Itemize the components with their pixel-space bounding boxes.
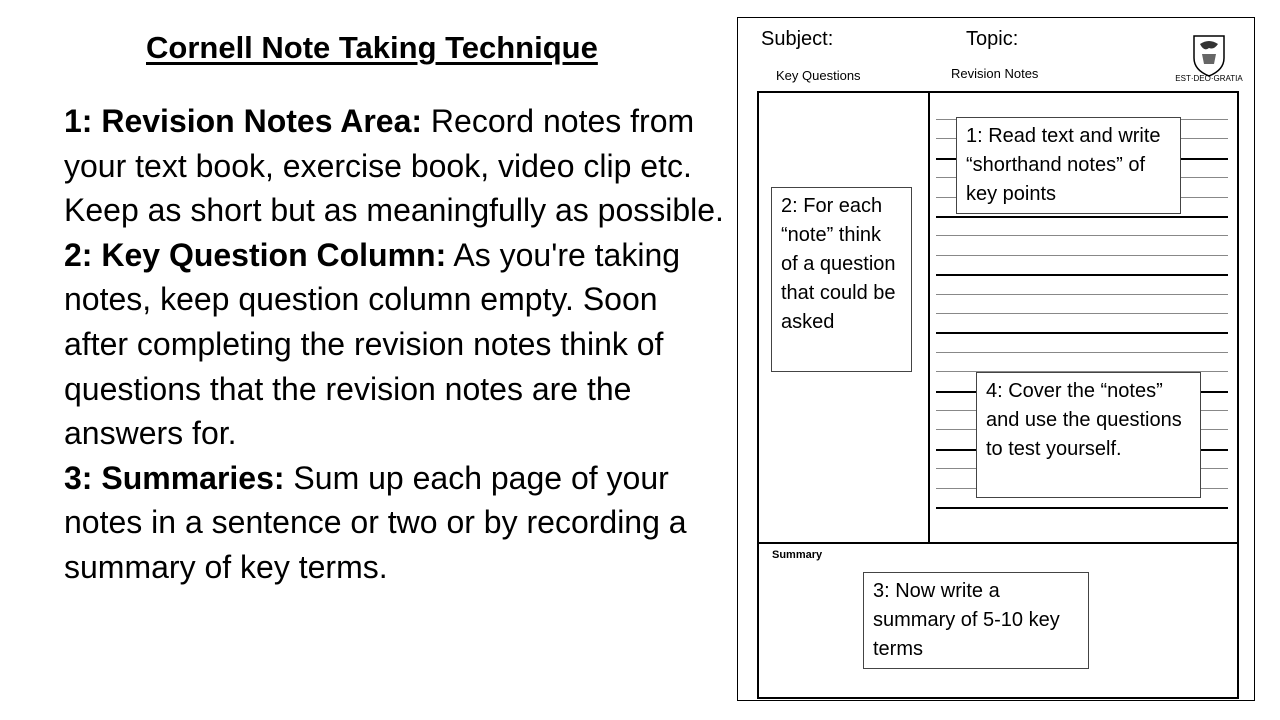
ruled-line [936, 313, 1228, 314]
cue-column-divider [928, 91, 930, 543]
crest-motto: EST·DEO·GRATIA [1175, 74, 1243, 82]
ruled-line [936, 507, 1228, 509]
instruction-heading: 2: Key Question Column: [64, 236, 447, 273]
key-questions-label: Key Questions [776, 68, 861, 83]
revision-notes-label: Revision Notes [951, 66, 1039, 81]
topic-label: Topic: [966, 28, 1019, 50]
instruction-revision-notes [64, 99, 724, 233]
instruction-text: Record notes from your text book, exercise book, video clip etc. Keep as short but as meaningfully as possible. [64, 103, 724, 229]
ruled-line [936, 274, 1228, 276]
school-crest-icon [1170, 24, 1248, 82]
step-question-box: 2: For each “note” think of a question that could be asked [771, 187, 912, 372]
summary-divider [757, 542, 1239, 544]
instruction-text: Sum up each page of your notes in a sentence or two or by recording a summary of key terms. [64, 459, 687, 585]
ruled-line [936, 235, 1228, 236]
ruled-line [936, 216, 1228, 218]
instruction-heading: 3: Summaries: [64, 459, 285, 496]
ruled-line [936, 255, 1228, 256]
step-cover-box: 4: Cover the “notes” and use the questions to test yourself. [976, 372, 1201, 498]
step-read-box: 1: Read text and write “shorthand notes” of key points [956, 117, 1181, 214]
instructions [64, 99, 724, 590]
ruled-line [936, 332, 1228, 334]
page-title: Cornell Note Taking Technique [146, 30, 598, 65]
instruction-heading: 1: Revision Notes Area: [64, 103, 423, 139]
instruction-summaries [64, 456, 724, 590]
ruled-line [936, 352, 1228, 353]
instruction-text: As you're taking notes, keep question column empty. Soon after completing the revision notes think of questions that the revision notes are the answers for. [64, 236, 681, 452]
summary-label: Summary [772, 549, 823, 561]
instruction-key-question [64, 233, 724, 456]
subject-label: Subject: [761, 28, 834, 50]
ruled-line [936, 294, 1228, 295]
step-summary-box: 3: Now write a summary of 5-10 key terms [863, 572, 1089, 669]
